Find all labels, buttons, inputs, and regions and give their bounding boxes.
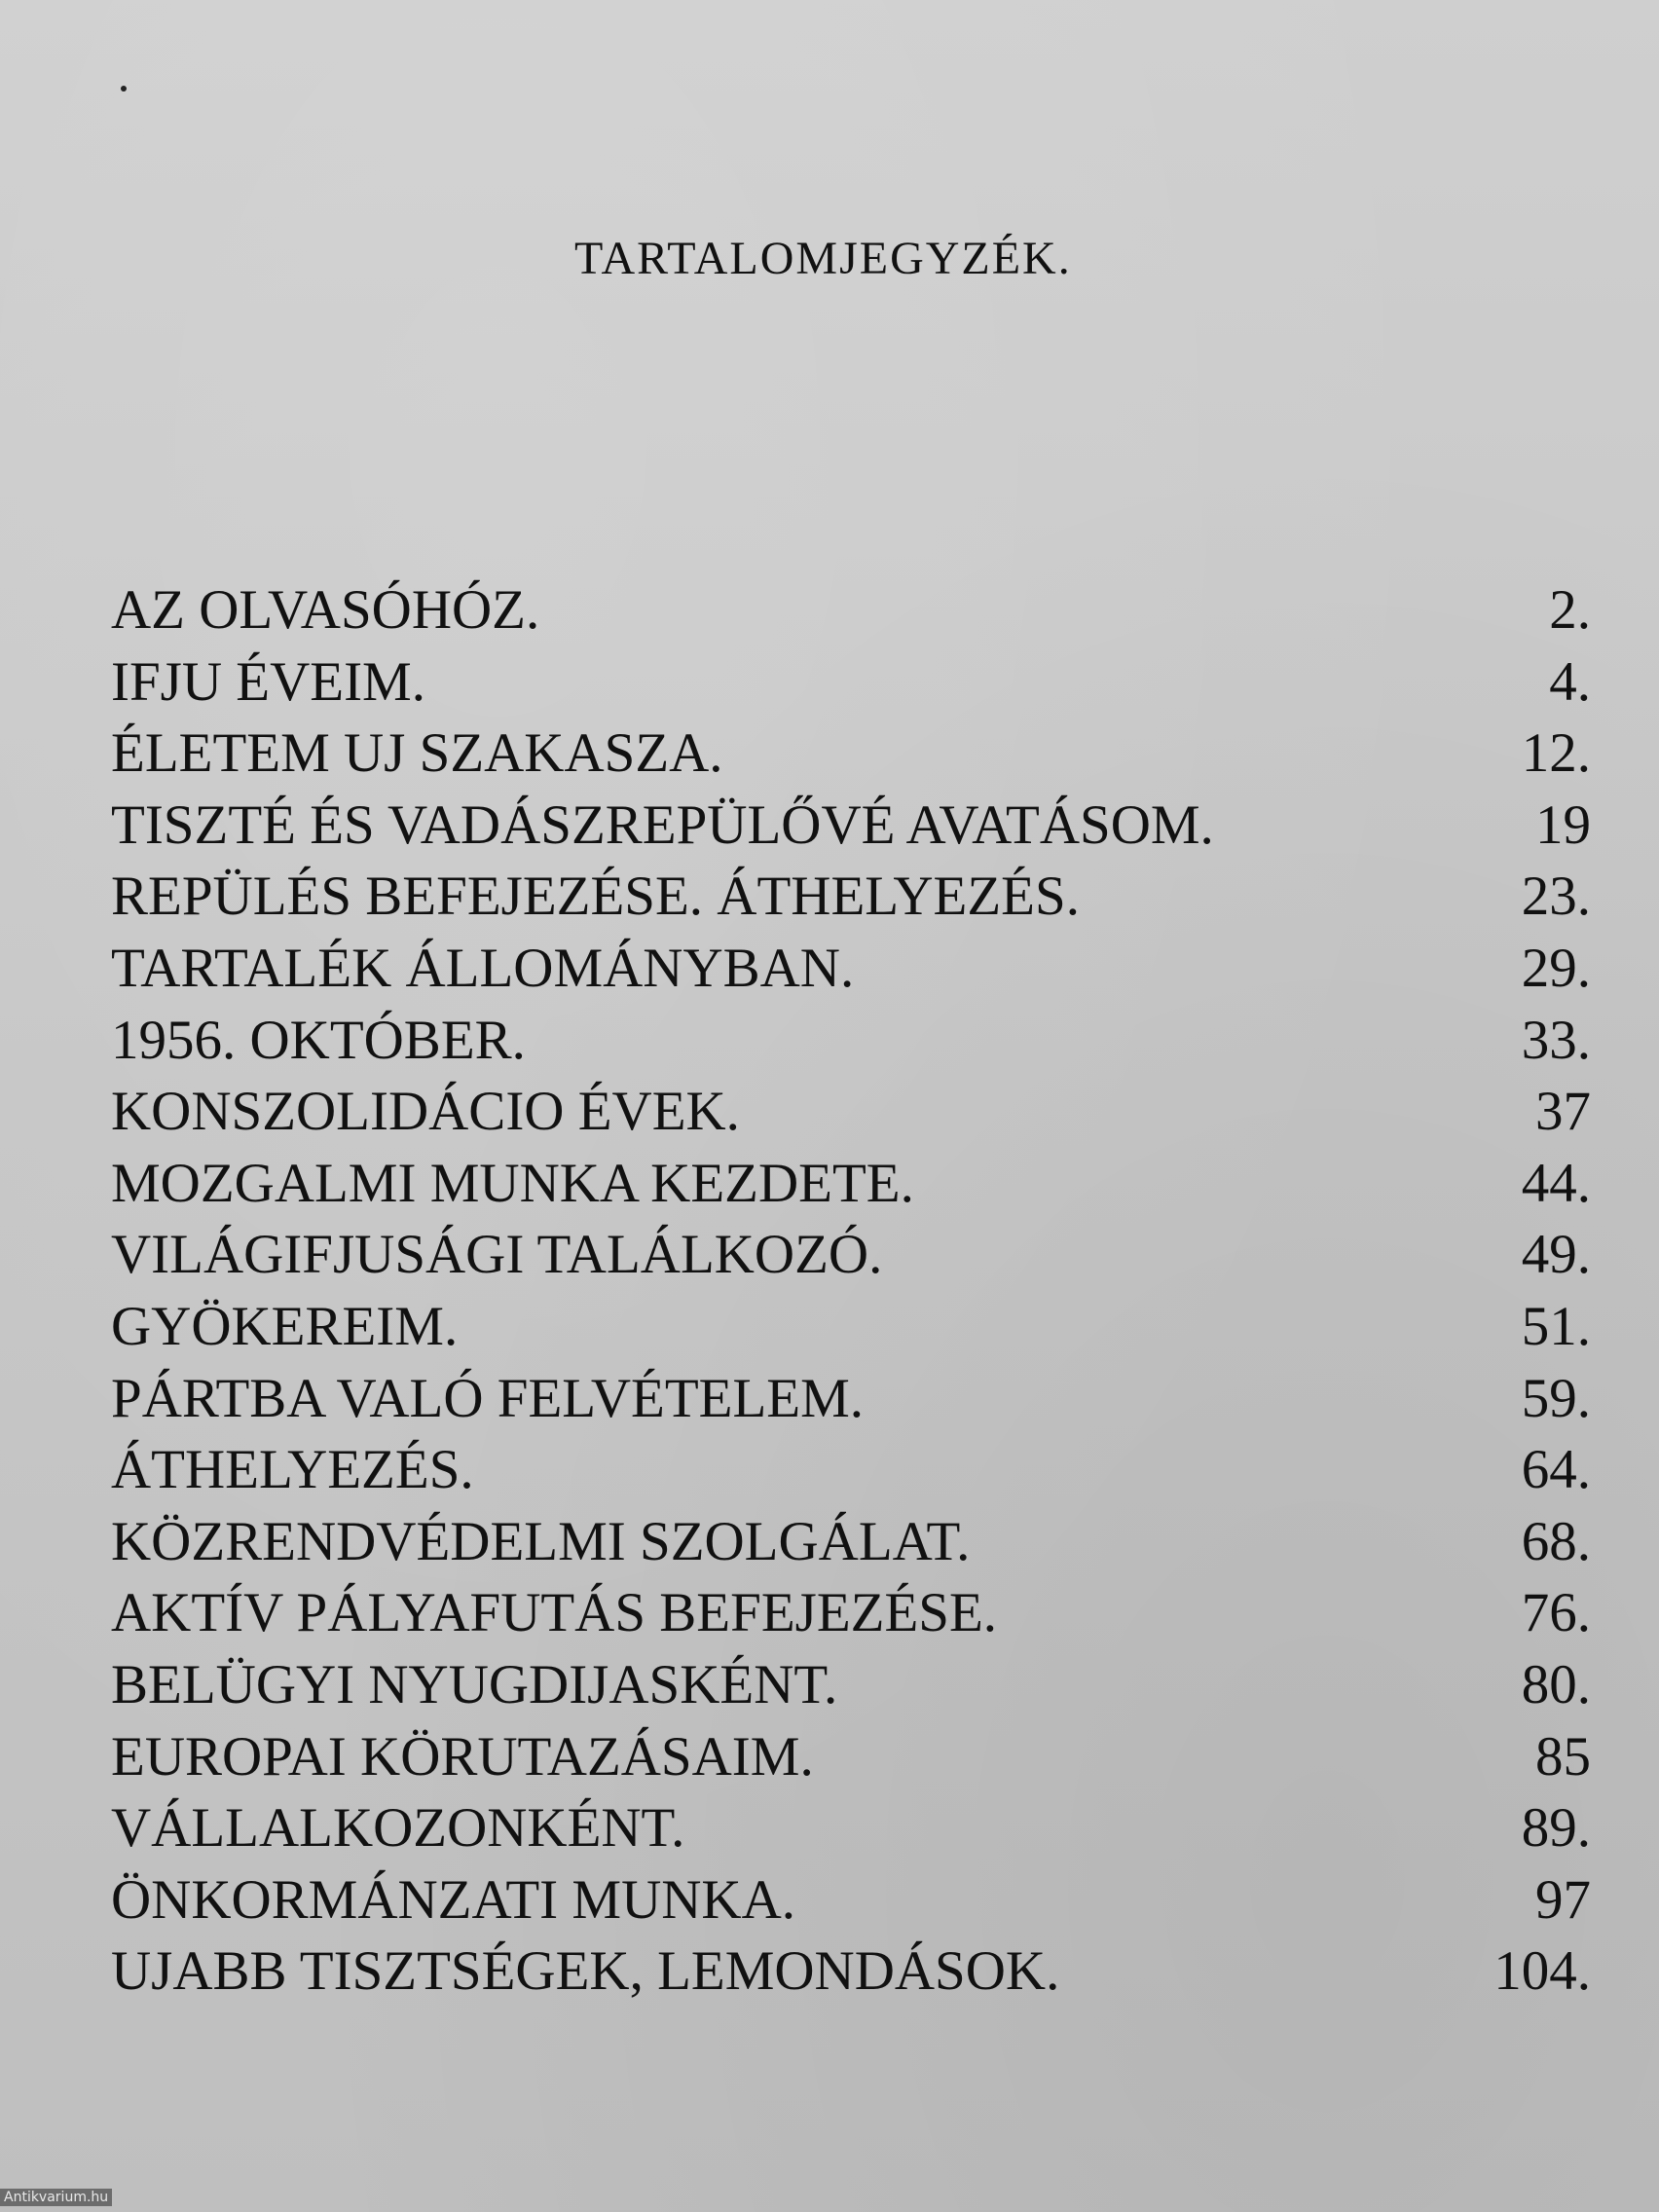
toc-entry-title: ÖNKORMÁNZATI MUNKA.: [111, 1868, 795, 1931]
toc-entry-page: 37: [1535, 1081, 1591, 1143]
toc-entry-page: 44.: [1521, 1152, 1591, 1214]
toc-entry: [111, 1438, 1591, 1510]
toc-entry: [111, 937, 1591, 1009]
toc-entry-page: 104.: [1493, 1940, 1591, 2003]
toc-entry: [111, 1152, 1591, 1224]
toc-entry-title: 1956. OKTÓBER.: [111, 1009, 526, 1071]
toc-entry: [111, 793, 1591, 866]
ink-speck: [121, 86, 127, 92]
toc-entry-title: UJABB TISZTSÉGEK, LEMONDÁSOK.: [111, 1940, 1060, 2003]
toc-entry: [111, 1653, 1591, 1725]
toc-entry-title: TARTALÉK ÁLLOMÁNYBAN.: [111, 937, 855, 999]
toc-entry-page: 64.: [1521, 1439, 1591, 1501]
toc-entry: [111, 1009, 1591, 1081]
toc-entry-title: GYÖKEREIM.: [111, 1295, 459, 1357]
toc-entry-page: 12.: [1521, 722, 1591, 785]
toc-entry-title: MOZGALMI MUNKA KEZDETE.: [111, 1152, 914, 1214]
toc-entry-page: 80.: [1521, 1653, 1591, 1715]
watermark: Antikvarium.hu: [0, 2189, 112, 2206]
toc-entry: [111, 1367, 1591, 1439]
toc-entry: [111, 865, 1591, 937]
toc-entry-page: 29.: [1521, 937, 1591, 999]
toc-entry-page: 76.: [1521, 1582, 1591, 1644]
toc-entry: [111, 1868, 1591, 1940]
toc-entry: [111, 650, 1591, 722]
toc-entry-page: 85: [1535, 1725, 1591, 1788]
toc-entry-title: VÁLLALKOZONKÉNT.: [111, 1797, 685, 1860]
toc-entry: [111, 1939, 1591, 2011]
toc-entry-page: 59.: [1521, 1367, 1591, 1429]
toc-entry: [111, 578, 1591, 650]
toc-entry: [111, 1581, 1591, 1653]
toc-entry-page: 51.: [1521, 1295, 1591, 1357]
toc-entry-page: 33.: [1521, 1009, 1591, 1071]
toc-entry-title: KÖZRENDVÉDELMI SZOLGÁLAT.: [111, 1510, 971, 1572]
toc-entry-title: AZ OLVASÓHÓZ.: [111, 579, 540, 641]
toc-entry: [111, 1223, 1591, 1295]
toc-entry-page: 89.: [1521, 1797, 1591, 1860]
toc-entry: [111, 721, 1591, 793]
toc-entry: [111, 1510, 1591, 1582]
toc-entry-title: REPÜLÉS BEFEJEZÉSE. ÁTHELYEZÉS.: [111, 866, 1080, 928]
toc-entry-title: EUROPAI KÖRUTAZÁSAIM.: [111, 1725, 814, 1788]
toc-entry-page: 23.: [1521, 866, 1591, 928]
toc-entry-title: TISZTÉ ÉS VADÁSZREPÜLŐVÉ AVATÁSOM.: [111, 793, 1214, 856]
toc-entry-title: KONSZOLIDÁCIO ÉVEK.: [111, 1081, 740, 1143]
toc-entry: [111, 1796, 1591, 1868]
toc-entry-title: ÁTHELYEZÉS.: [111, 1439, 474, 1501]
toc-entry-page: 19: [1535, 793, 1591, 856]
toc-entry: [111, 1725, 1591, 1797]
toc-entry-title: AKTÍV PÁLYAFUTÁS BEFEJEZÉSE.: [111, 1582, 998, 1644]
toc-entry-page: 2.: [1549, 579, 1591, 641]
table-of-contents: [111, 578, 1591, 2011]
toc-entry-title: PÁRTBA VALÓ FELVÉTELEM.: [111, 1367, 865, 1429]
toc-entry: [111, 1080, 1591, 1152]
toc-entry-title: BELÜGYI NYUGDIJASKÉNT.: [111, 1653, 838, 1715]
toc-entry-title: ÉLETEM UJ SZAKASZA.: [111, 722, 723, 785]
toc-entry-title: IFJU ÉVEIM.: [111, 650, 425, 713]
toc-entry: [111, 1295, 1591, 1367]
toc-entry-page: 49.: [1521, 1224, 1591, 1286]
toc-entry-page: 97: [1535, 1868, 1591, 1931]
toc-entry-page: 68.: [1521, 1510, 1591, 1572]
toc-entry-title: VILÁGIFJUSÁGI TALÁLKOZÓ.: [111, 1224, 883, 1286]
toc-entry-page: 4.: [1549, 650, 1591, 713]
page-title: TARTALOMJEGYZÉK.: [574, 233, 1072, 284]
